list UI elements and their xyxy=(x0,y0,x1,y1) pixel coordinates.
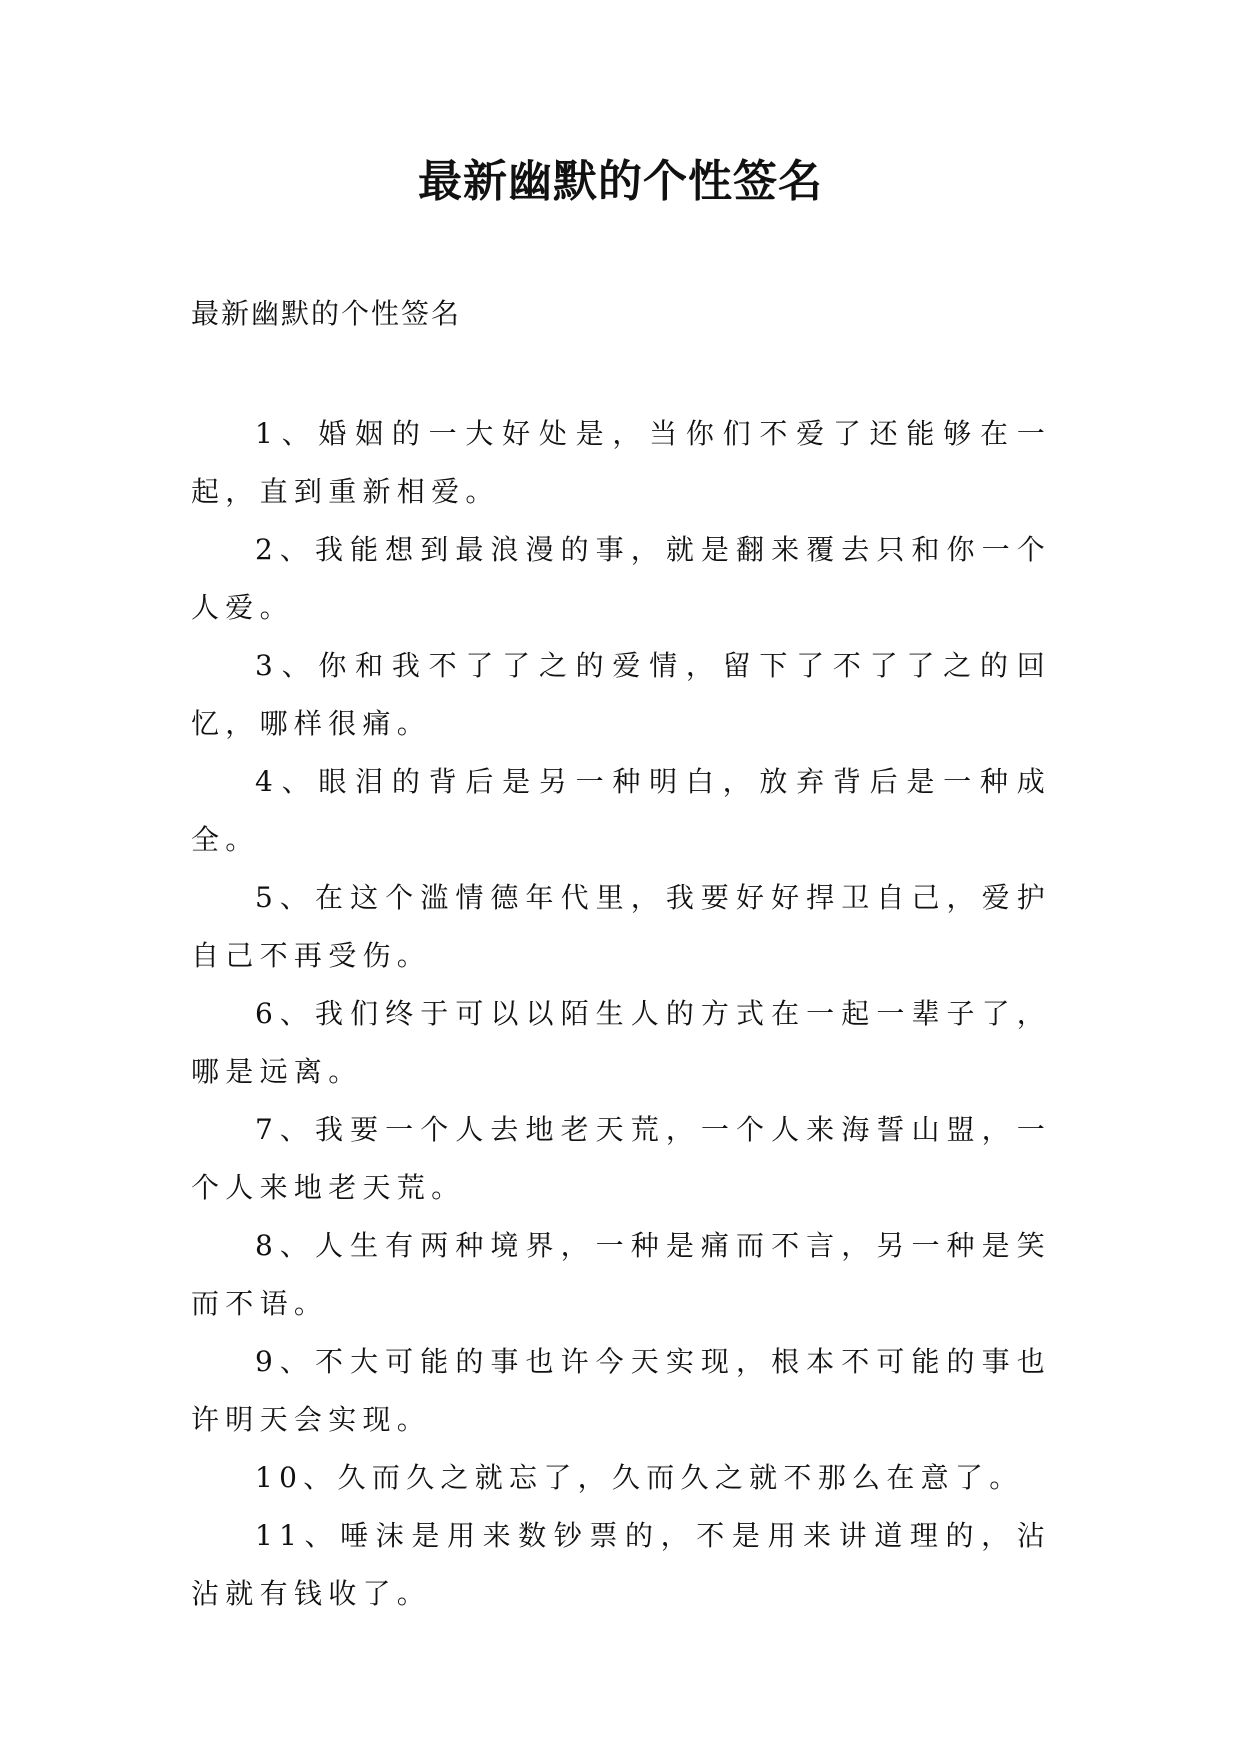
signature-item-4: 4、眼泪的背后是另一种明白，放弃背后是一种成全。 xyxy=(191,765,1051,856)
signature-item-9: 9、不大可能的事也许今天实现，根本不可能的事也许明天会实现。 xyxy=(191,1345,1051,1436)
signature-item-3: 3、你和我不了了之的爱情，留下了不了了之的回忆，哪样很痛。 xyxy=(191,649,1051,740)
document-title: 最新幽默的个性签名 xyxy=(418,156,823,207)
signature-list xyxy=(191,405,1051,1623)
signature-item-5: 5、在这个滥情德年代里，我要好好捍卫自己，爱护自己不再受伤。 xyxy=(191,881,1051,972)
signature-item-1: 1、婚姻的一大好处是，当你们不爱了还能够在一起，直到重新相爱。 xyxy=(191,417,1051,508)
document-subtitle: 最新幽默的个性签名 xyxy=(191,297,462,330)
signature-item-7: 7、我要一个人去地老天荒，一个人来海誓山盟，一个人来地老天荒。 xyxy=(191,1113,1051,1204)
signature-item-2: 2、我能想到最浪漫的事，就是翻来覆去只和你一个人爱。 xyxy=(191,533,1051,624)
signature-item-6: 6、我们终于可以以陌生人的方式在一起一辈子了，哪是远离。 xyxy=(191,997,1051,1088)
signature-item-11: 11、唾沫是用来数钞票的，不是用来讲道理的，沾沾就有钱收了。 xyxy=(191,1519,1051,1610)
signature-item-10: 10、久而久之就忘了，久而久之就不那么在意了。 xyxy=(255,1461,1024,1494)
signature-item-8: 8、人生有两种境界，一种是痛而不言，另一种是笑而不语。 xyxy=(191,1229,1051,1320)
